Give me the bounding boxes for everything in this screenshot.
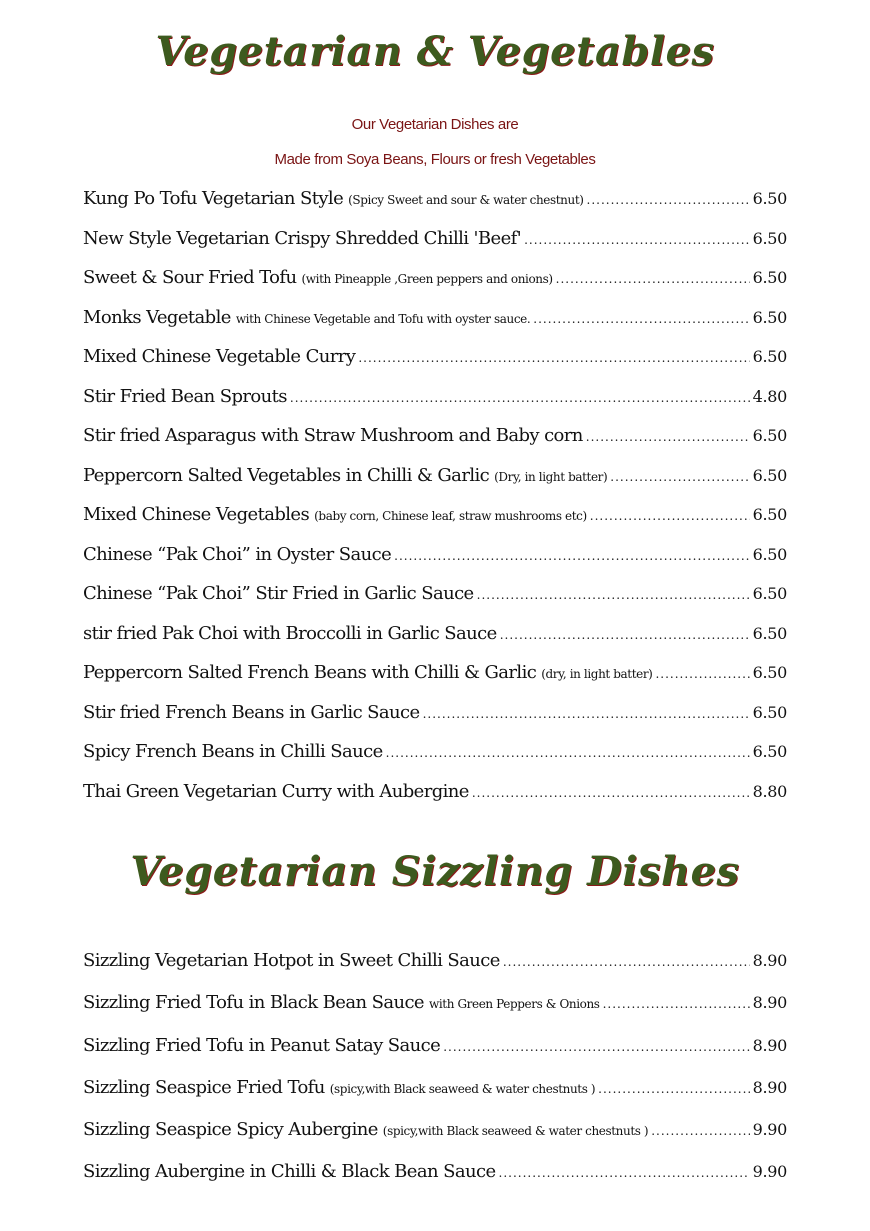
menu-item <box>83 386 787 426</box>
menu-item <box>83 623 787 663</box>
menu-item <box>83 307 787 347</box>
menu-item-name: Stir fried Asparagus with Straw Mushroom and Baby corn <box>83 425 583 446</box>
menu-item-note: with Chinese Vegetable and Tofu with oyster sauce. <box>235 311 531 326</box>
menu-item <box>83 1161 787 1203</box>
menu-item-price: 6.50 <box>752 426 787 445</box>
dot-leader <box>610 470 749 484</box>
dot-leader <box>290 391 750 405</box>
menu-item-name: Peppercorn Salted French Beans with Chilli & Garlic <box>83 662 537 683</box>
menu-item-note: with Green Peppers & Onions <box>429 997 600 1012</box>
dot-leader <box>651 1124 749 1138</box>
menu-item-price: 6.50 <box>752 268 787 287</box>
menu-item-price: 6.50 <box>752 228 787 248</box>
menu-item-name: Kung Po Tofu Vegetarian Style <box>83 188 344 209</box>
menu-item-name: Sizzling Vegetarian Hotpot in Sweet Chilli Sauce <box>83 950 500 971</box>
menu-item-name: Mixed Chinese Vegetables <box>83 504 310 525</box>
dot-leader <box>587 193 750 207</box>
dot-leader <box>590 509 750 523</box>
menu-item-price: 6.50 <box>752 465 787 485</box>
menu-item-price: 6.50 <box>752 584 787 603</box>
menu-item-note: (Dry, in light batter) <box>494 469 608 484</box>
dot-leader <box>358 351 749 365</box>
menu-item <box>83 228 787 268</box>
vegetarian-menu-list <box>83 188 787 820</box>
menu-item-price: 6.50 <box>752 663 787 682</box>
dot-leader <box>423 707 750 721</box>
menu-item-name: stir fried Pak Choi with Broccolli in Garlic Sauce <box>83 622 497 644</box>
dot-leader <box>524 233 750 247</box>
dot-leader <box>500 628 750 642</box>
menu-item <box>83 504 787 544</box>
menu-item <box>83 267 787 307</box>
sizzling-menu-list <box>83 950 787 1204</box>
menu-item <box>83 544 787 584</box>
dot-leader <box>472 786 750 800</box>
menu-item-name: Stir fried French Beans in Garlic Sauce <box>83 701 420 723</box>
menu-item <box>83 425 787 465</box>
menu-item <box>83 583 787 623</box>
menu-item-price: 9.90 <box>752 1120 787 1140</box>
menu-item-note: (spicy,with Black seaweed & water chestnuts ) <box>382 1124 649 1139</box>
menu-item-price: 6.50 <box>752 702 787 722</box>
menu-item-name: Chinese “Pak Choi” in Oyster Sauce <box>83 543 392 565</box>
menu-item-name: Sweet & Sour Fried Tofu <box>83 267 297 288</box>
menu-item-name: Sizzling Seaspice Fried Tofu <box>83 1076 325 1098</box>
menu-item-price: 4.80 <box>752 386 787 406</box>
menu-item <box>83 662 787 702</box>
menu-item <box>83 781 787 821</box>
menu-item-price: 8.90 <box>752 1035 787 1055</box>
menu-item-name: Stir Fried Bean Sprouts <box>83 385 287 407</box>
menu-item <box>83 1035 787 1077</box>
dot-leader <box>477 588 750 602</box>
menu-item-name: Sizzling Aubergine in Chilli & Black Bean Sauce <box>83 1161 496 1183</box>
menu-item-price: 6.50 <box>752 742 787 761</box>
sizzling-section-title: Vegetarian Sizzling Dishes <box>130 848 740 895</box>
menu-item-note: (baby corn, Chinese leaf, straw mushrooms etc) <box>314 509 587 523</box>
menu-item <box>83 1119 787 1161</box>
vegetarian-section-title: Vegetarian & Vegetables <box>155 28 715 75</box>
dot-leader <box>586 430 750 444</box>
menu-item-name: Sizzling Seaspice Spicy Aubergine <box>83 1119 378 1141</box>
menu-item-name: New Style Vegetarian Crispy Shredded Chilli 'Beef' <box>83 227 522 249</box>
menu-item-note: (dry, in light batter) <box>541 667 653 681</box>
menu-item-price: 8.90 <box>752 993 787 1013</box>
dot-leader <box>499 1166 750 1180</box>
menu-item <box>83 1077 787 1119</box>
vegetarian-subtitle-line1: Our Vegetarian Dishes are <box>351 116 519 133</box>
menu-item <box>83 992 787 1034</box>
dot-leader <box>503 955 750 969</box>
dot-leader <box>598 1082 749 1096</box>
dot-leader <box>655 667 749 681</box>
menu-item-price: 6.50 <box>752 623 787 643</box>
menu-item-name: Peppercorn Salted Vegetables in Chilli & Garlic <box>83 464 490 486</box>
menu-item-name: Chinese “Pak Choi” Stir Fried in Garlic Sauce <box>83 583 474 604</box>
menu-item-price: 6.50 <box>752 189 787 208</box>
menu-item-price: 6.50 <box>752 505 787 524</box>
menu-item-name: Spicy French Beans in Chilli Sauce <box>83 741 383 762</box>
menu-item-name: Thai Green Vegetarian Curry with Aubergine <box>83 780 469 802</box>
dot-leader <box>443 1040 749 1054</box>
dot-leader <box>603 997 750 1011</box>
dot-leader <box>394 549 749 563</box>
menu-item-note: (spicy,with Black seaweed & water chestnuts ) <box>329 1081 596 1096</box>
menu-item-price: 8.80 <box>752 781 787 801</box>
menu-item <box>83 346 787 386</box>
menu-item-price: 8.90 <box>752 951 787 970</box>
menu-item-price: 6.50 <box>752 544 787 564</box>
dot-leader <box>556 272 750 286</box>
menu-item-price: 8.90 <box>752 1077 787 1097</box>
menu-item-name: Sizzling Fried Tofu in Black Bean Sauce <box>83 992 424 1014</box>
menu-item-name: Mixed Chinese Vegetable Curry <box>83 346 356 367</box>
dot-leader <box>386 746 750 760</box>
menu-item-note: (with Pineapple ,Green peppers and onions) <box>301 272 553 286</box>
vegetarian-subtitle-line2: Made from Soya Beans, Flours or fresh Vegetables <box>274 151 596 168</box>
menu-item-note: (Spicy Sweet and sour & water chestnut) <box>348 193 584 207</box>
menu-item-name: Monks Vegetable <box>83 306 231 328</box>
menu-item <box>83 188 787 228</box>
menu-item-price: 6.50 <box>752 307 787 327</box>
menu-item <box>83 741 787 781</box>
menu-item <box>83 465 787 505</box>
menu-item-name: Sizzling Fried Tofu in Peanut Satay Sauce <box>83 1034 441 1056</box>
menu-item <box>83 950 787 992</box>
menu-item-price: 9.90 <box>752 1162 787 1182</box>
menu-item-price: 6.50 <box>752 347 787 366</box>
menu-item <box>83 702 787 742</box>
dot-leader <box>533 312 749 326</box>
